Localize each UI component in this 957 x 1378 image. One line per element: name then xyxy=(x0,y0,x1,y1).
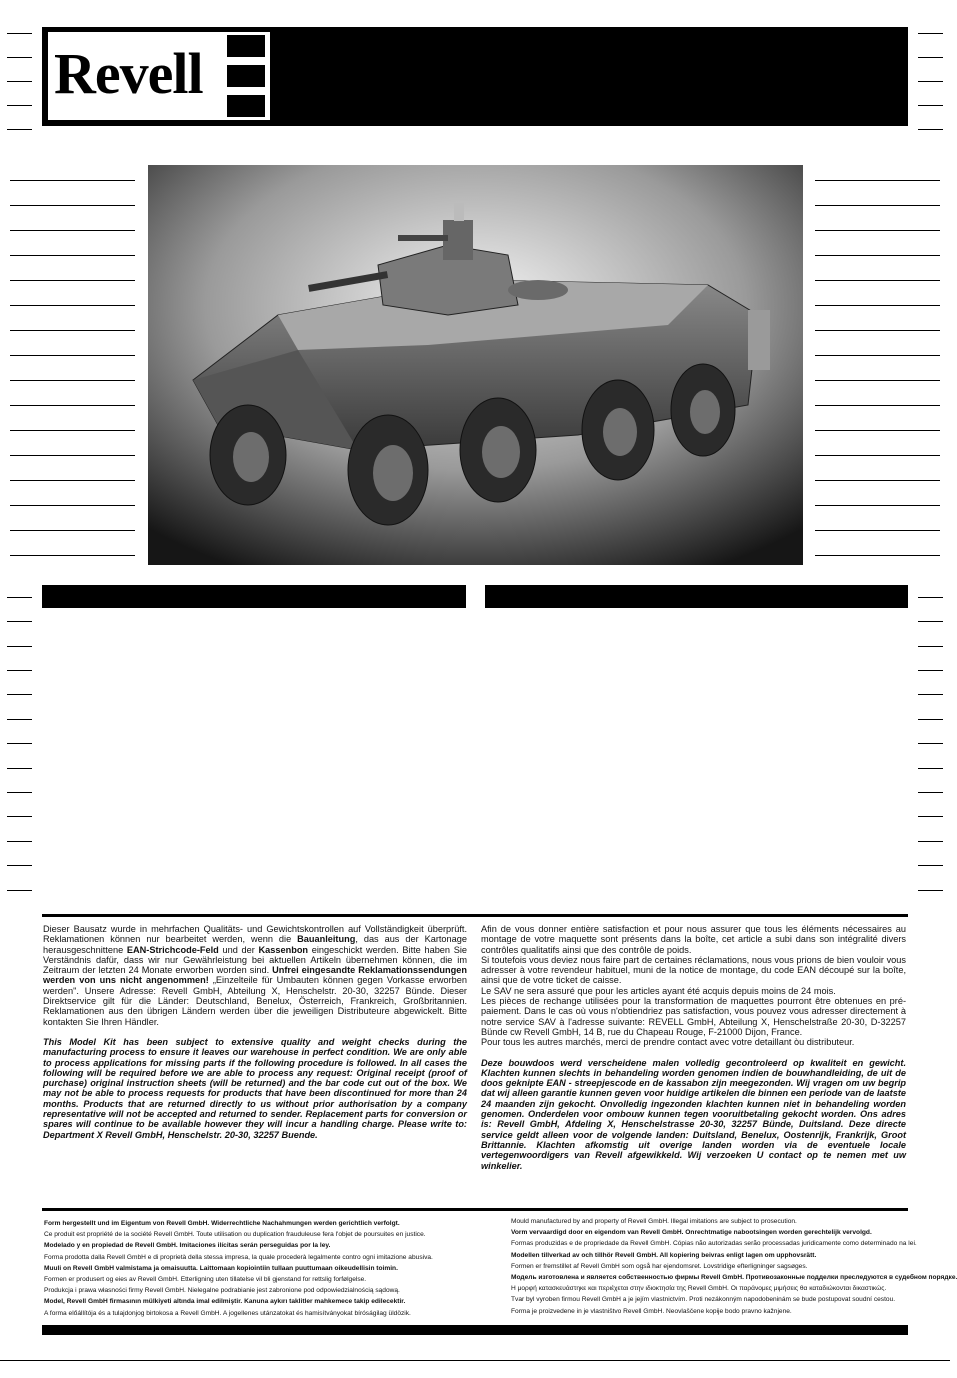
margin-tick xyxy=(7,129,32,130)
margin-tick xyxy=(918,816,943,817)
logo-wordmark: Revell xyxy=(54,41,203,106)
legal-line: Formen er fremstillet af Revell GmbH som også har ejendomsret. Lovstridige efterligninger sagsøges. xyxy=(511,1262,808,1270)
legal-line: Model, Revell GmbH firmasının mülkiyeti altında imal edilmiştir. Kanuna aykırı taklitler mahkemece takip edilecektir. xyxy=(44,1298,406,1306)
margin-tick xyxy=(918,33,943,34)
margin-tick xyxy=(815,305,940,306)
de-text-run: „Einzelteile für Umbauten können gegen Vorkasse erworben werden". Unsere Adresse: Revell GmbH, Abteilung X, Henschelstr. 20-30, 32257 Bünde. Dieser Direktservice gilt für die Länder: Deutschland, Benelux, Österreich, Frankreich, Großbritannien. Reklamationen aus den übrigen Ländern werden über die jeweiligen Distributeure abgewickelt. Bitte kontakten Sie Ihren Händler. xyxy=(43,975,468,1027)
legal-line: Formen er produsert og eies av Revell GmbH. Etterligning uten tillatelse vil bli gjenstand for rettslig forfølgelse. xyxy=(44,1275,367,1283)
warranty-text-nl: Deze bouwdoos werd verscheidene malen volledig gecontroleerd op kwaliteit en gewicht. Klachten kunnen slechts in behandeling worden genomen indien de bouwhandleiding, de uit de doos geknipte EAN - streepjescode en de kassabon zijn meegezonden. Wij vragen om uw begrip dat wij alleen garantie kunnen geven voor huidige artikelen die binnen een periode van de laatste 24 maanden zijn gekocht. Onvolledig ingezonden klachten kunnen niet in behandeling worden genomen. Onderdelen voor ombouw kunnen tegen vooruitbetaling gekocht worden. Ons adres is: Revell GmbH, Afdeling X, Henschelstrasse 20-30, 32257 Bünde, Duitsland. Deze directe service geldt alleen voor de volgende landen: Duitsland, Benelux, Oostenrijk, Frankrijk, Groot Brittannie. Klachten afkomstig uit overige landen worden via de eventuele locale vertegenwoordigers van Revell afgewikkeld. Wij verzoeken U contact op te nemen met uw winkelier. xyxy=(481,1057,906,1171)
margin-tick xyxy=(918,841,943,842)
margin-tick xyxy=(918,57,943,58)
margin-tick xyxy=(918,646,943,647)
margin-tick xyxy=(815,180,940,181)
legal-line: Модель изготовлена и является собственностью фирмы Revell GmbH. Противозаконные подделки преследуются в судебном порядке. xyxy=(511,1273,957,1281)
margin-tick xyxy=(7,865,32,866)
instructions-right xyxy=(481,924,906,1171)
warranty-text-fr-2: Si toutefois vous deviez nous faire part de certaines réclamations, nous vous prions de bien vouloir vous adresser à votre revendeur habituel, muni de la notice de montage, du code EAN découpé sur la boîte, ainsi que de votre ticket de caisse. xyxy=(481,954,906,986)
margin-tick xyxy=(7,597,32,598)
armored-vehicle-image xyxy=(148,165,803,565)
de-text-run: und der xyxy=(218,944,259,955)
margin-tick xyxy=(815,205,940,206)
margin-tick xyxy=(7,105,32,106)
footer-line xyxy=(0,1360,950,1361)
margin-tick xyxy=(815,505,940,506)
margin-tick xyxy=(10,405,135,406)
legal-line: Produkcja i prawa własności firmy Revell GmbH. Nielegalne podrabianie jest zabronione pod odpowiedzialnością sądową. xyxy=(44,1287,400,1295)
margin-tick xyxy=(918,597,943,598)
margin-tick xyxy=(7,646,32,647)
margin-tick xyxy=(918,768,943,769)
product-photo xyxy=(148,165,803,565)
de-text-run: Kassenbon xyxy=(258,944,309,955)
margin-tick xyxy=(815,280,940,281)
margin-tick xyxy=(918,670,943,671)
warranty-text-fr-1: Afin de vous donner entière satisfaction et pour nous assurer que tous les éléments nécessaires au montage de votre maquette sont présents dans la boîte, cet article a subi dans son intégralité divers contrôles qualitatifs ainsi que des contrôle de poids. xyxy=(481,924,906,955)
legal-line: Modelado y en propiedad de Revell GmbH. Imitaciones ilícitas serán perseguidas por la ley. xyxy=(44,1242,331,1250)
margin-tick xyxy=(918,865,943,866)
margin-tick xyxy=(7,816,32,817)
warranty-text-fr-5: Pour tous les autres marchés, merci de prendre contact avec votre detaillant òu distributeur. xyxy=(481,1037,855,1048)
logo-flag-icon xyxy=(227,35,265,117)
margin-tick xyxy=(815,230,940,231)
margin-tick xyxy=(10,305,135,306)
margin-tick xyxy=(7,621,32,622)
legal-line: Form hergestellt und im Eigentum von Revell GmbH. Widerrechtliche Nachahmungen werden gerichtlich verfolgt. xyxy=(44,1220,400,1227)
margin-tick xyxy=(815,380,940,381)
margin-tick xyxy=(918,129,943,130)
margin-tick xyxy=(7,670,32,671)
section-bar-right xyxy=(485,585,908,608)
margin-tick xyxy=(10,455,135,456)
margin-tick xyxy=(918,105,943,106)
margin-tick xyxy=(10,330,135,331)
divider-top xyxy=(42,914,908,917)
margin-tick xyxy=(10,255,135,256)
legal-line: Forma je proizvedene in je vlastništvo Revell GmbH. Neovlaščene kopije bodo pravno kažnjene. xyxy=(511,1307,792,1315)
margin-tick xyxy=(7,841,32,842)
legal-line: Mould manufactured by and property of Revell GmbH. Illegal imitations are subject to prosecution. xyxy=(511,1218,797,1225)
legal-notices-right xyxy=(511,1216,957,1317)
legal-line: Forma prodotta dalla Revell GmbH e di proprietà della stessa impresa, la quale procederà legalmente contro ogni imitazione abusiva. xyxy=(44,1253,433,1261)
margin-tick xyxy=(10,430,135,431)
de-text-run: EAN-Strichcode-Feld xyxy=(126,944,219,955)
margin-tick xyxy=(7,81,32,82)
legal-notices-left xyxy=(44,1218,464,1319)
margin-tick xyxy=(815,405,940,406)
margin-tick xyxy=(918,81,943,82)
warranty-text-de xyxy=(43,924,467,1027)
margin-tick xyxy=(10,380,135,381)
margin-tick xyxy=(7,743,32,744)
margin-tick xyxy=(815,455,940,456)
margin-tick xyxy=(7,57,32,58)
margin-tick xyxy=(815,430,940,431)
legal-line: Muuli on Revell GmbH valmistama ja omaisuutta. Laittomaan kopiointiin tullaan puuttumaan oikeudellisin toimin. xyxy=(44,1264,398,1272)
de-text-run: Unfrei eingesandte Reklamationssendungen werden von uns nicht angenommen! xyxy=(43,965,467,986)
de-text-run: , das aus der Kartonage herausgeschnittene xyxy=(43,934,467,955)
margin-tick xyxy=(10,505,135,506)
de-text-run: Bauanleitung xyxy=(297,934,356,945)
margin-tick xyxy=(918,621,943,622)
margin-tick xyxy=(10,355,135,356)
margin-tick xyxy=(815,355,940,356)
margin-tick xyxy=(10,480,135,481)
margin-tick xyxy=(10,280,135,281)
warranty-text-fr-3: Le SAV ne sera assuré que pour les articles ayant été acquis depuis moins de 24 mois. xyxy=(481,985,836,996)
margin-tick xyxy=(10,555,135,556)
margin-tick xyxy=(10,530,135,531)
margin-tick xyxy=(918,890,943,891)
margin-tick xyxy=(10,230,135,231)
divider-legal xyxy=(42,1208,908,1211)
legal-line: Tvar byl vyroben firmou Revell GmbH a je jejím vlastnictvím. Proti nezákonným napodobeninám se bude postupovat soudní cestou. xyxy=(511,1296,896,1304)
footer-bar xyxy=(42,1325,908,1335)
instructions-left xyxy=(43,924,467,1140)
margin-tick xyxy=(918,792,943,793)
margin-tick xyxy=(815,255,940,256)
margin-tick xyxy=(815,555,940,556)
de-text-run: Dieser Bausatz wurde in mehrfachen Qualitäts- und Gewichtskontrollen auf Vollständigkeit überprüft. Reklamationen können nur bearbeitet werden, wenn die xyxy=(43,924,467,945)
legal-line: A forma előállítója és a tulajdonjog birtokosa a Revell GmbH. A jogellenes utánzatokat és hamisítványokat bíróságilag üldözik. xyxy=(44,1309,411,1317)
section-bar-left xyxy=(42,585,466,608)
margin-tick xyxy=(10,180,135,181)
margin-tick xyxy=(815,480,940,481)
margin-tick xyxy=(7,792,32,793)
legal-line: Η μορφή κατασκευάστηκε και περιέχεται στην ιδιοκτησία της Revell GmbH. Οι παράνομες μιμήσεις θα καταδιώκονται δικαστικώς. xyxy=(511,1285,887,1293)
margin-tick xyxy=(918,694,943,695)
margin-tick xyxy=(7,694,32,695)
margin-tick xyxy=(7,890,32,891)
margin-tick xyxy=(7,768,32,769)
margin-tick xyxy=(918,743,943,744)
margin-tick xyxy=(918,719,943,720)
margin-tick xyxy=(7,33,32,34)
legal-line: Ce produit est propriété de la société Revell GmbH. Toute utilisation ou duplication frauduleuse fera l'objet de poursuites en justice. xyxy=(44,1231,426,1239)
legal-line: Formas produzidas e de propriedade da Revell GmbH. Cópias não autorizadas serão processadas juridicamente como determinado na lei. xyxy=(511,1240,917,1248)
margin-tick xyxy=(7,719,32,720)
de-text-run: eingeschickt werden. Bitte haben Sie Verständnis dafür, dass wir nur Gewährleistung bei aktuellen Artikeln übernehmen können, die im Zeitraum der letzten 24 Monate erworben worden sind. xyxy=(43,944,468,976)
warranty-text-en: This Model Kit has been subject to extensive quality and weight checks during the manufacturing process to ensure it leaves our warehouse in perfect condition. We are only able to process applications for missing parts if the following procedure is followed. In all cases the following will be required before we are able to process any request: Original receipt (proof of purchase) original instruction sheets (will be returned) and the bar code cut out of the box. We may not be able to process requests for products that have been discontinued for more than 24 months. Products that are returned directly to us without prior authorisation by a company representative will not be accepted and returned to sender. Replacement parts for conversion or spares will continue to be available however they will incur a handling charge. Please write to: Department X Revell GmbH, Henschelstr. 20-30, 32257 Buende. xyxy=(43,1036,467,1140)
legal-line: Vorm vervaardigd door en eigendom van Revell GmbH. Onrechtmatige nabootsingen worden gerechtelijk vervolgd. xyxy=(511,1229,872,1237)
warranty-text-fr-4: Les pièces de rechange utilisées pour la transformation de maquettes pourront être obtenues en pré-paiement. Dans le cas où vous n'obtiendriez pas satisfaction, vous pouvez vous adresser directement à notre service SAV à l'adresse suivante: REVELL GmbH, Abteilung X, Henschelstraße 20-30, D-32257 Bünde cw Revell GmbH, 14 B, rue du Chapeau Rouge, F-21000 Dijon, France. xyxy=(481,996,906,1037)
legal-line: Modellen tillverkad av och tillhör Revell GmbH. All kopiering beivras enligt lagen om upphovsrätt. xyxy=(511,1251,817,1259)
margin-tick xyxy=(10,205,135,206)
margin-tick xyxy=(815,330,940,331)
margin-tick xyxy=(815,530,940,531)
revell-logo xyxy=(48,32,270,120)
